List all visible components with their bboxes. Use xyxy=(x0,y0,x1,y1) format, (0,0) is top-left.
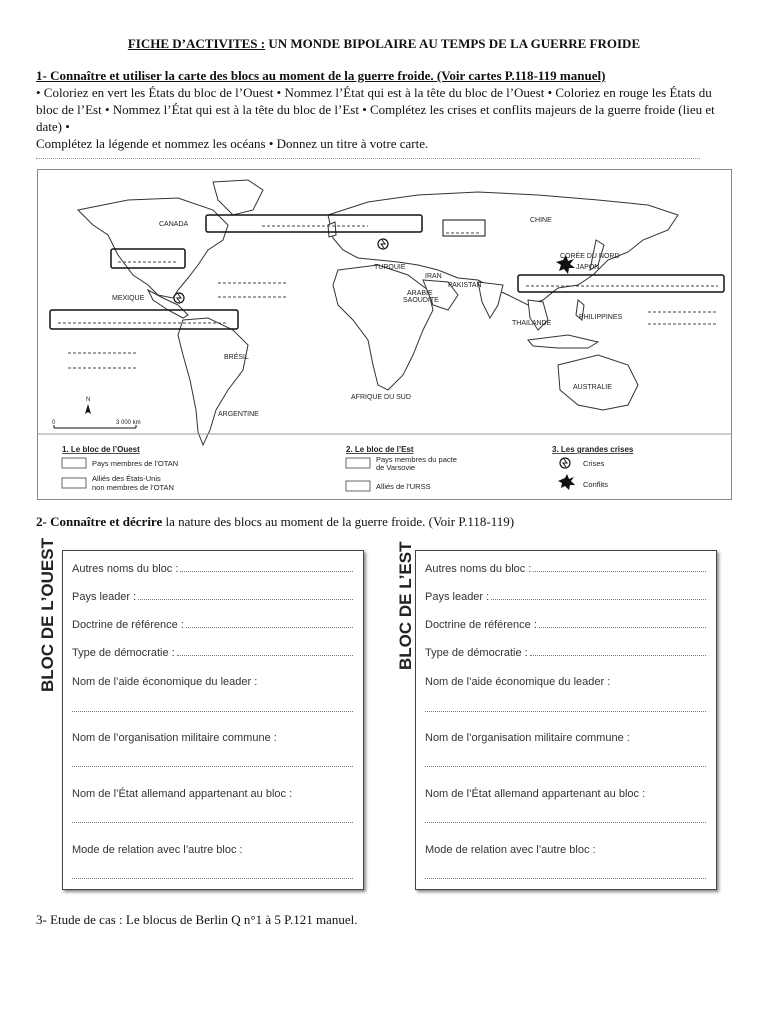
east-democracy-field[interactable] xyxy=(425,647,706,659)
section-1-instructions: • Coloriez en vert les États du bloc de l’Ouest • Nommez l’État qui est à la tête du bloc de l’Ouest • Coloriez en rouge les États du bloc de l’Est • Nommez l’État qui est à la tête du bloc de l’Est • Complétez les crises et conflits majeurs de la guerre froide (lieu et date) • xyxy=(36,85,715,134)
legend-east-title: 2. Le bloc de l’Est xyxy=(346,445,414,454)
west-military-label-row xyxy=(72,732,353,744)
west-bloc-card xyxy=(62,550,364,890)
north-america-shape xyxy=(78,198,228,298)
legend-swatch-otan xyxy=(62,458,86,468)
legend-conflict-icon xyxy=(558,474,575,490)
title-main: UN MONDE BIPOLAIRE AU TEMPS DE LA GUERRE FROIDE xyxy=(265,36,641,51)
east-aid-answer-line[interactable] xyxy=(425,711,706,712)
east-military-label: Nom de l’organisation militaire commune : xyxy=(425,732,630,744)
east-leader-field[interactable] xyxy=(425,591,706,603)
legend-urss: Alliés de l’URSS xyxy=(376,482,431,491)
section-3-text: 3- Etude de cas : Le blocus de Berlin Q n°1 à 5 P.121 manuel. xyxy=(36,912,358,927)
legend-conflits: Conflits xyxy=(583,480,609,489)
east-doctrine-label: Doctrine de référence : xyxy=(425,619,537,631)
crisis-icon-berlin xyxy=(378,239,388,249)
west-relation-answer-line[interactable] xyxy=(72,878,353,879)
page-title xyxy=(0,36,768,52)
scale-zero: 0 xyxy=(52,420,56,426)
section-1-heading: 1- Connaître et utiliser la carte des blocs au moment de la guerre froide. (Voir cartes P.118-119 manuel) xyxy=(36,68,606,83)
east-other-names-label: Autres noms du bloc : xyxy=(425,563,532,575)
label-turquie: TURQUIE xyxy=(374,264,406,271)
east-aid-label-row xyxy=(425,676,706,688)
west-bloc-label: BLOC DE L’OUEST xyxy=(38,538,57,692)
section-1 xyxy=(36,67,736,152)
legend-west-title: 1. Le bloc de l’Ouest xyxy=(62,445,140,454)
legend-varsovie-1: Pays membres du pacte xyxy=(376,455,457,464)
scale-km: 3 000 km xyxy=(116,420,141,426)
east-democracy-label: Type de démocratie : xyxy=(425,647,528,659)
east-military-label-row xyxy=(425,732,706,744)
section-1-instructions-2: Complétez la légende et nommez les océans • Donnez un titre à votre carte. xyxy=(36,136,429,151)
west-german-answer-line[interactable] xyxy=(72,822,353,823)
crisis-icon-cuba xyxy=(174,293,184,303)
east-relation-label-row xyxy=(425,844,706,856)
section-2-heading-rest: la nature des blocs au moment de la guerre froide. (Voir P.118-119) xyxy=(162,514,515,529)
west-relation-label: Mode de relation avec l’autre bloc : xyxy=(72,844,243,856)
west-german-label: Nom de l’État allemand appartenant au bloc : xyxy=(72,788,293,800)
north-arrow-icon xyxy=(85,397,91,414)
west-other-names-field[interactable] xyxy=(72,563,353,575)
west-aid-label: Nom de l’aide économique du leader : xyxy=(72,676,258,688)
east-german-label: Nom de l’État allemand appartenant au bloc : xyxy=(425,788,646,800)
label-bresil: BRÉSIL xyxy=(224,354,249,361)
label-coree: CORÉE DU NORD xyxy=(560,253,620,260)
label-afrique-sud: AFRIQUE DU SUD xyxy=(351,394,411,401)
west-democracy-label: Type de démocratie : xyxy=(72,647,175,659)
south-america-shape xyxy=(178,318,248,445)
label-japon: JAPON xyxy=(576,264,600,271)
label-canada: CANADA xyxy=(159,221,189,228)
section-2-heading-bold: 2- Connaître et décrire xyxy=(36,514,163,529)
east-relation-answer-line[interactable] xyxy=(425,878,706,879)
scale-bar xyxy=(52,420,141,428)
legend-otan: Pays membres de l’OTAN xyxy=(92,459,179,468)
africa-shape xyxy=(333,265,433,390)
title-prefix: FICHE D’ACTIVITES : xyxy=(127,36,266,51)
west-leader-field[interactable] xyxy=(72,591,353,603)
east-leader-label: Pays leader : xyxy=(425,591,490,603)
east-aid-label: Nom de l’aide économique du leader : xyxy=(425,676,611,688)
west-relation-label-row xyxy=(72,844,353,856)
label-philippines: PHILIPPINES xyxy=(579,314,623,321)
west-german-label-row xyxy=(72,788,353,800)
label-chine: CHINE xyxy=(530,217,552,224)
west-leader-label: Pays leader : xyxy=(72,591,137,603)
west-doctrine-field[interactable] xyxy=(72,619,353,631)
east-doctrine-field[interactable] xyxy=(425,619,706,631)
label-arabie: ARABIE xyxy=(407,290,433,297)
legend-crises-title: 3. Les grandes crises xyxy=(552,445,634,454)
label-argentine: ARGENTINE xyxy=(218,411,259,418)
map-legend xyxy=(62,445,634,492)
uk-shape xyxy=(328,222,336,237)
east-german-label-row xyxy=(425,788,706,800)
australia-shape xyxy=(558,355,638,410)
india-shape xyxy=(478,282,503,318)
legend-allies-us-1: Alliés des États-Unis xyxy=(92,474,161,483)
label-thailande: THAILANDE xyxy=(512,320,552,327)
east-military-answer-line[interactable] xyxy=(425,766,706,767)
east-german-answer-line[interactable] xyxy=(425,822,706,823)
indonesia-shape xyxy=(528,335,598,348)
west-doctrine-label: Doctrine de référence : xyxy=(72,619,184,631)
label-pakistan: PAKISTAN xyxy=(448,282,482,289)
west-democracy-field[interactable] xyxy=(72,647,353,659)
legend-crisis-icon xyxy=(560,458,570,468)
west-military-label: Nom de l’organisation militaire commune : xyxy=(72,732,277,744)
legend-allies-us-2: non membres de l’OTAN xyxy=(92,483,174,492)
label-australie: AUSTRALIE xyxy=(573,384,612,391)
west-other-names-label: Autres noms du bloc : xyxy=(72,563,179,575)
legend-varsovie-2: de Varsovie xyxy=(376,463,416,472)
legend-swatch-allies-us xyxy=(62,478,86,488)
east-bloc-card xyxy=(415,550,717,890)
greenland-shape xyxy=(213,180,263,215)
world-map xyxy=(37,169,732,500)
section-2-heading xyxy=(36,514,514,530)
west-military-answer-line[interactable] xyxy=(72,766,353,767)
east-relation-label: Mode de relation avec l’autre bloc : xyxy=(425,844,596,856)
legend-swatch-urss xyxy=(346,481,370,491)
east-bloc-label: BLOC DE L’EST xyxy=(396,541,415,670)
dotted-title-line xyxy=(36,158,700,159)
west-aid-answer-line[interactable] xyxy=(72,711,353,712)
label-mexique: MEXIQUE xyxy=(112,295,145,302)
east-other-names-field[interactable] xyxy=(425,563,706,575)
label-iran: IRAN xyxy=(425,273,442,280)
north-letter: N xyxy=(86,397,91,403)
legend-crises: Crises xyxy=(583,459,605,468)
legend-swatch-varsovie xyxy=(346,458,370,468)
west-aid-label-row xyxy=(72,676,353,688)
label-saoudite: SAOUDITE xyxy=(403,297,439,304)
